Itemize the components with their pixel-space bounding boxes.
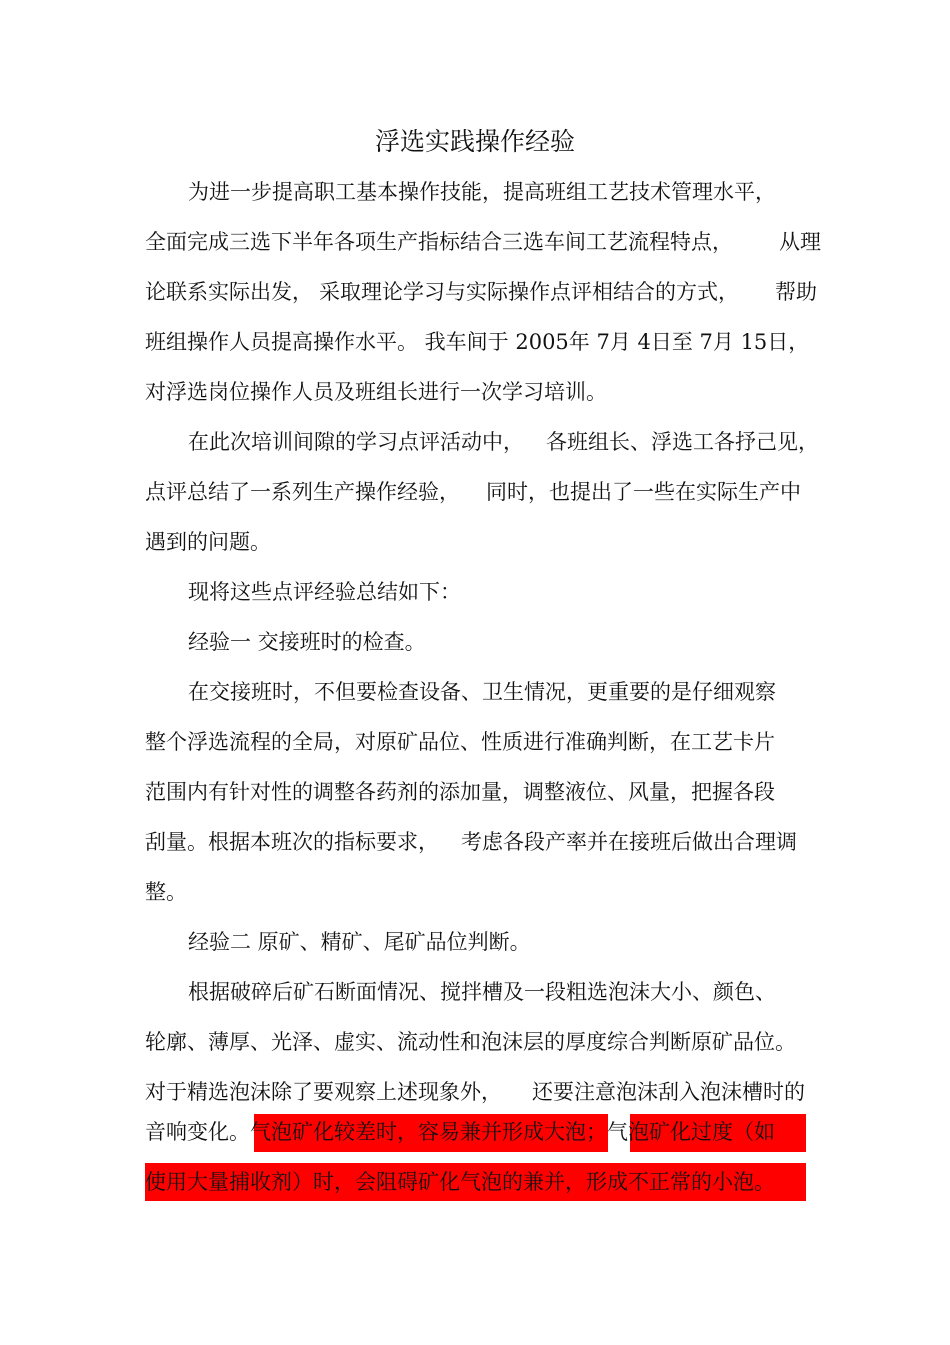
text-segment: 还要注意泡沫刮入泡沫槽时的 xyxy=(532,1080,805,1104)
paragraph-3: 现将这些点评经验总结如下： xyxy=(188,580,461,604)
paragraph-5-line-1: 根据破碎后矿石断面情况、搅拌槽及一段粗选泡沫大小、颜色、 xyxy=(188,980,776,1004)
text-segment: 音响变化。 xyxy=(145,1120,250,1144)
text-segment: 论联系实际出发， xyxy=(145,280,313,304)
text-segment: 从理 xyxy=(779,230,821,254)
experience-2-heading: 经验二 原矿、精矿、尾矿品位判断。 xyxy=(188,930,531,954)
paragraph-5-line-4 xyxy=(145,1112,810,1152)
paragraph-4-line-3: 范围内有针对性的调整各药剂的添加量，调整液位、风量，把握各段 xyxy=(145,780,775,804)
text-segment: 采取理论学习与实际操作点评相结合的方式， xyxy=(319,280,739,304)
paragraph-2-line-3: 遇到的问题。 xyxy=(145,530,271,554)
experience-1-heading: 经验一 交接班时的检查。 xyxy=(188,630,426,654)
text-segment: 帮助 xyxy=(775,280,817,304)
highlighted-text: 气泡矿化较差时，容易兼并形成大泡； xyxy=(250,1120,607,1144)
paragraph-1-line-2 xyxy=(145,222,821,262)
text-segment: 各班组长、浮选工各抒己见， xyxy=(546,430,819,454)
text-segment: 点评总结了一系列生产操作经验， xyxy=(145,480,460,504)
paragraph-1-line-5: 对浮选岗位操作人员及班组长进行一次学习培训。 xyxy=(145,380,607,404)
paragraph-4-line-2: 整个浮选流程的全局，对原矿品位、性质进行准确判断，在工艺卡片 xyxy=(145,730,775,754)
document-title: 浮选实践操作经验 xyxy=(374,127,575,156)
text-segment: 刮量。根据本班次的指标要求， xyxy=(145,830,439,854)
text-segment: 同时，也提出了一些在实际生产中 xyxy=(486,480,801,504)
text-segment: 对于精选泡沫除了要观察上述现象外， xyxy=(145,1080,502,1104)
text-segment: 考虑各段产率并在接班后做出合理调 xyxy=(461,830,797,854)
paragraph-2-line-2 xyxy=(145,472,810,512)
paragraph-1-line-3 xyxy=(145,272,817,312)
text-segment: 全面完成三选下半年各项生产指标结合三选车间工艺流程特点， xyxy=(145,230,733,254)
paragraph-4-line-1: 在交接班时，不但要检查设备、卫生情况，更重要的是仔细观察 xyxy=(188,680,776,704)
paragraph-4-line-4 xyxy=(145,822,810,862)
paragraph-5-line-5: 使用大量捕收剂）时，会阻碍矿化气泡的兼并，形成不正常的小泡。 xyxy=(145,1170,775,1194)
highlighted-text: 气泡矿化过度（如 xyxy=(607,1120,775,1144)
paragraph-2-line-1 xyxy=(188,422,819,462)
paragraph-5-line-2: 轮廓、薄厚、光泽、虚实、流动性和泡沫层的厚度综合判断原矿品位。 xyxy=(145,1030,796,1054)
paragraph-5-line-3 xyxy=(145,1072,810,1112)
paragraph-4-line-5: 整。 xyxy=(145,880,187,904)
text-segment: 在此次培训间隙的学习点评活动中， xyxy=(188,430,524,454)
paragraph-1-line-1: 为进一步提高职工基本操作技能，提高班组工艺技术管理水平， xyxy=(188,180,776,204)
paragraph-1-line-4: 班组操作人员提高操作水平。 我车间于 2005年 7月 4日至 7月 15日， xyxy=(145,330,810,354)
